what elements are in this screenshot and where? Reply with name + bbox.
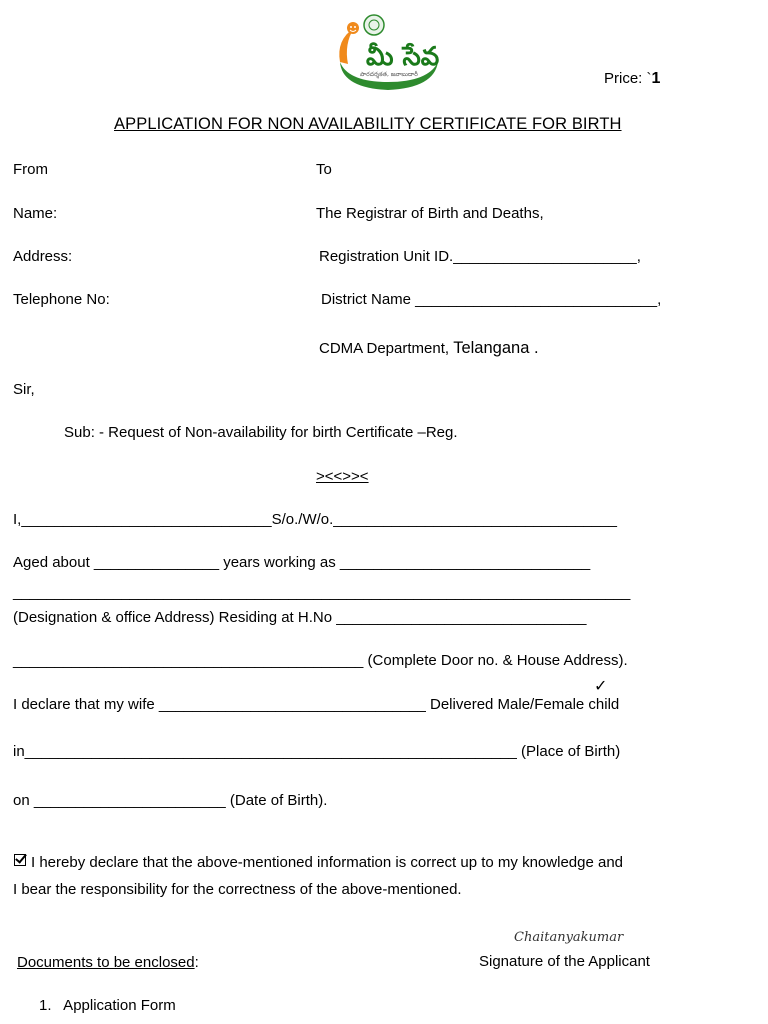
price (604, 70, 660, 88)
to-registration-unit: Registration Unit ID.______________________, (319, 248, 641, 265)
logo-tagline: పారదర్శకత, జవాబుదారీ (360, 71, 418, 78)
to-district-name: District Name _____________________________, (321, 291, 662, 308)
designation-residence-line: (Designation & office Address) Residing at H.No ______________________________ (13, 609, 587, 626)
age-occupation-line: Aged about _______________ years working as ______________________________ (13, 554, 591, 571)
wife-delivery-line: I declare that my wife ________________________________ Delivered Male/Female child (13, 696, 620, 713)
date-of-birth-line: on _______________________ (Date of Birth). (13, 792, 328, 809)
from-address-label: Address: (13, 248, 73, 265)
to-department (319, 339, 539, 358)
price-value: 1 (651, 70, 661, 87)
signature-label: Signature of the Applicant (479, 953, 650, 970)
documents-heading (17, 954, 199, 972)
place-of-birth-line: in___________________________________________________________ (Place of Birth) (13, 743, 621, 760)
document-list-item: 1. Application Form (39, 997, 176, 1014)
declaration-checkbox-icon (14, 854, 26, 866)
occupation-continued-line: __________________________________________________________________________ (13, 584, 631, 601)
from-heading: From (13, 161, 48, 178)
separator: ><<>>< (316, 468, 369, 485)
signature: Chaitanyakumar (514, 930, 624, 945)
subject-line: Sub: - Request of Non-availability for birth Certificate –Reg. (64, 424, 458, 441)
female-tick-icon: ✓ (594, 676, 608, 695)
logo-text: మీ సేవ (366, 42, 440, 72)
applicant-name-line: I,______________________________S/o./W/o.__________________________________ (13, 511, 617, 528)
house-address-line: __________________________________________ (Complete Door no. & House Address). (13, 652, 628, 669)
from-telephone-label: Telephone No: (13, 291, 110, 308)
to-department-label: CDMA Department, (319, 340, 450, 357)
price-label: Price: ` (604, 70, 652, 87)
declaration-line-1: I hereby declare that the above-mentioned information is correct up to my knowledge and (31, 854, 624, 871)
document-title: APPLICATION FOR NON AVAILABILITY CERTIFICATE FOR BIRTH (114, 115, 622, 133)
to-state: Telangana . (453, 339, 539, 357)
to-registrar: The Registrar of Birth and Deaths, (316, 205, 544, 222)
salutation: Sir, (13, 381, 35, 398)
declaration-line-2: I bear the responsibility for the correctness of the above-mentioned. (13, 881, 462, 898)
documents-heading-colon: : (194, 954, 199, 971)
to-heading: To (316, 161, 332, 178)
documents-heading-text: Documents to be enclosed (17, 954, 195, 971)
mee-seva-logo (326, 10, 450, 90)
from-name-label: Name: (13, 205, 58, 222)
